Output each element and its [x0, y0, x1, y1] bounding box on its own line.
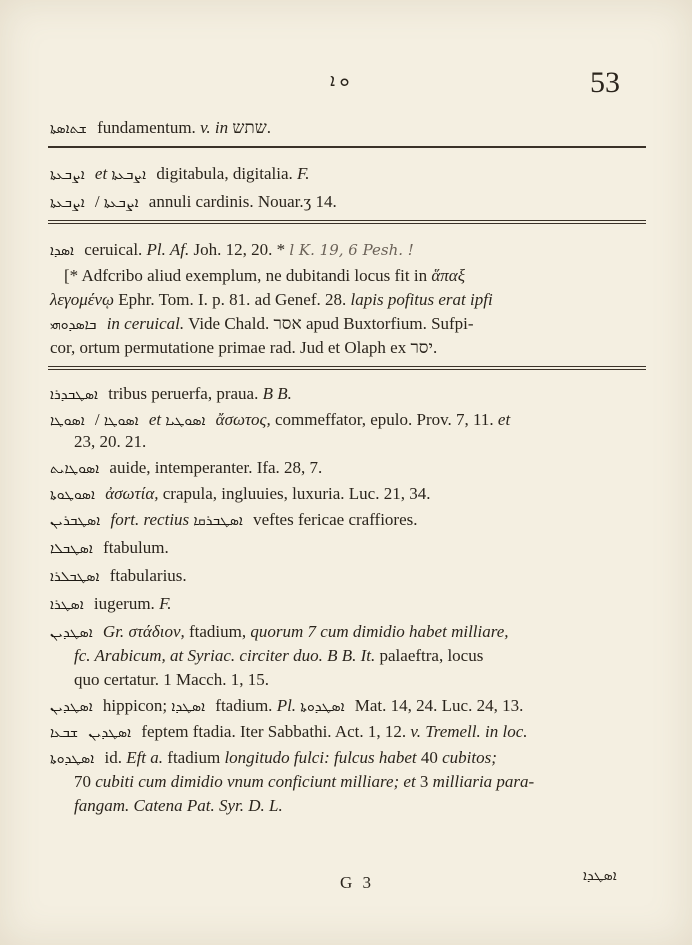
reference-italic: v. in	[200, 118, 229, 137]
definition-text: veftes fericae craffiores.	[253, 510, 418, 529]
grammar-italic: Pl.	[276, 696, 297, 715]
syriac-headword: ܫܬܐܣܬܐ	[50, 121, 87, 137]
definition-text: digitabula, digitalia.	[156, 164, 293, 183]
grammar-italic: Pl. Af.	[146, 240, 190, 259]
definition-text: hippicon;	[102, 696, 168, 715]
entry-line	[50, 796, 669, 816]
entry-line	[50, 670, 669, 690]
hebrew-word: אסר	[273, 314, 302, 333]
entry-line	[50, 266, 659, 286]
source-italic: B B.	[262, 384, 292, 403]
entry-line	[50, 410, 645, 431]
definition-text: ftadium,	[189, 622, 247, 641]
conjunction-italic: et	[148, 410, 162, 429]
syriac-headword: ܐܣܛܒܪܝܢ	[50, 513, 101, 529]
entry-line	[50, 338, 645, 358]
reference-italic: v. Tremell. in loc.	[410, 722, 528, 741]
note-italic: quorum 7 cum dimidio habet milliare,	[250, 622, 509, 641]
grammar-italic: Gr.	[102, 622, 125, 641]
syriac-word: ܒܐܣܕܘܗܝ	[50, 317, 97, 333]
syriac-word: ܐܣܛܒܪܩܐ	[193, 513, 243, 529]
signature-mark: G 3	[340, 873, 375, 892]
syriac-word: ܐܣܛܕܘܬܐ	[300, 699, 345, 715]
definition-text: palaeftra, locus	[379, 646, 484, 665]
note-italic: milliaria para-	[432, 772, 535, 791]
syriac-word: ܐܨܒܥܬܐ	[50, 195, 85, 211]
catchword: ܐܣܛܕܐ	[583, 868, 617, 884]
syriac-headword: ܐܣܘܛܘܬܐ	[50, 487, 95, 503]
note-italic: cubiti cum dimidio vnum conficiunt milliare; et	[95, 772, 416, 791]
note-italic: longitudo fulci: fulcus habet	[224, 748, 417, 767]
entry-line	[50, 290, 645, 310]
syriac-headword: ܐܣܕܐ	[50, 243, 74, 259]
quote-italic: in ceruical.	[106, 314, 185, 333]
separator: /	[94, 192, 100, 211]
definition-text: feptem ftadia. Iter Sabbathi. Act. 1, 12.	[141, 722, 407, 741]
greek-word: ἄσωτος,	[215, 410, 271, 429]
entry-line	[50, 594, 645, 615]
definition-text: tribus peruerfa, praua.	[108, 384, 259, 403]
definition-text: ceruical.	[84, 240, 143, 259]
syriac-headword: ܐܨܒܥܬܐ	[103, 195, 139, 211]
running-head: ܘ ܐ	[330, 70, 350, 90]
greek-word: ἀσωτία,	[105, 484, 159, 503]
entry-line	[50, 240, 645, 261]
source-italic: F.	[159, 594, 172, 613]
note-text: [* Adfcribo aliud exemplum, ne dubitandi locus fit in	[64, 266, 428, 285]
greek-word: ἅπαξ	[431, 266, 465, 285]
note-text: cor, ortum permutatione primae rad. Jud et Olaph ex	[50, 338, 407, 357]
syriac-headword: ܐܣܛܒܠܪܐ	[50, 569, 100, 585]
source-italic: fangam. Catena Pat. Syr. D. L.	[74, 796, 283, 815]
quote-italic: lapis pofitus erat ipfi	[350, 290, 493, 309]
section-rule	[48, 146, 646, 148]
conjunction-italic: et	[94, 164, 108, 183]
syriac-word: ܐܨܒܥܬܐ	[111, 167, 147, 183]
definition-text: annuli cardinis. Nouar.ʒ 14.	[148, 192, 337, 211]
greek-word: λεγομένῳ	[50, 290, 115, 309]
conjunction-italic: et	[497, 410, 511, 429]
syriac-headword: ܐܣܛܕܘܬܐ	[50, 751, 95, 767]
number-text: 70	[74, 772, 91, 791]
entry-line	[50, 646, 669, 666]
definition-text: iugerum.	[93, 594, 155, 613]
entry-line	[50, 748, 645, 769]
entry-line	[50, 384, 645, 405]
entry-line	[50, 164, 645, 185]
hebrew-word: שתש.	[232, 118, 272, 137]
definition-text: commeffator, epulo. Prov. 7, 11.	[274, 410, 494, 429]
definition-text: ftadium	[167, 748, 221, 767]
note-italic: cubitos;	[442, 748, 497, 767]
hebrew-word: יסר.	[410, 338, 438, 357]
entry-line	[50, 484, 645, 505]
syriac-headword: ܐܣܛܒܠܐ	[50, 541, 93, 557]
reference-text: 23, 20. 21.	[74, 432, 147, 451]
page-number: 53	[590, 66, 620, 99]
syriac-headword: ܐܣܛܒܕܪܐ	[50, 387, 98, 403]
entry-line	[50, 510, 645, 531]
syriac-word: ܐܣܘܛܝܐ	[165, 413, 206, 429]
source-italic: B B.	[327, 646, 357, 665]
entry-line	[50, 192, 645, 213]
entry-line	[50, 622, 645, 643]
note-italic: Eft a.	[126, 748, 164, 767]
definition-text: id.	[104, 748, 122, 767]
definition-text: ftabularius.	[109, 566, 187, 585]
entry-line	[50, 538, 645, 559]
section-rule	[48, 366, 646, 367]
syriac-headword: ܐܣܘܛܐܝܬ	[50, 461, 100, 477]
handwritten-note: l K. 19, 6 Pesh. !	[289, 241, 414, 259]
definition-text: auide, intemperanter. Ifa. 28, 7.	[109, 458, 323, 477]
entry-line	[50, 118, 645, 139]
note-italic: It.	[360, 646, 376, 665]
entry-line	[50, 696, 645, 717]
entry-line	[50, 722, 645, 743]
entry-line	[50, 566, 645, 587]
reference-text: Joh. 12, 20. *	[193, 240, 286, 259]
reference-text: Ephr. Tom. I. p. 81. ad Genef. 28.	[118, 290, 347, 309]
note-italic: fort. rectius	[110, 510, 190, 529]
syriac-headword: ܐܣܛܕܝܢ	[50, 625, 93, 641]
definition-text: crapula, ingluuies, luxuria. Luc. 21, 34.	[162, 484, 431, 503]
section-rule	[48, 220, 646, 221]
syriac-word: ܐܣܛܕܐ	[171, 699, 206, 715]
entry-line	[50, 772, 669, 792]
reference-text: Vide Chald.	[188, 314, 270, 333]
number-text: 40	[420, 748, 438, 767]
syriac-headword: ܐܨܒܥܬܐ	[50, 167, 85, 183]
syriac-word: ܫܒܥܐ	[50, 725, 79, 741]
definition-text: fundamentum.	[97, 118, 196, 137]
number-text: 3	[419, 772, 429, 791]
entry-line	[50, 432, 669, 452]
note-italic: fc. Arabicum, at Syriac. circiter duo.	[74, 646, 323, 665]
syriac-headword: ܐܣܘܛܐ	[103, 413, 139, 429]
reference-text: apud Buxtorfium. Sufpi-	[305, 314, 474, 333]
entry-line	[50, 458, 645, 479]
separator: /	[94, 410, 100, 429]
syriac-headword: ܐܣܛܕܝܢ	[50, 699, 93, 715]
greek-word: στάδιον,	[128, 622, 185, 641]
syriac-word: ܐܣܘܛܐ	[50, 413, 85, 429]
definition-text: quo certatur. 1 Macch. 1, 15.	[74, 670, 269, 689]
syriac-headword: ܐܣܛܕܝܢ	[88, 725, 132, 741]
entry-line	[50, 314, 645, 335]
source-italic: F.	[297, 164, 310, 183]
reference-text: Mat. 14, 24. Luc. 24, 13.	[354, 696, 524, 715]
syriac-headword: ܐܣܛܪܐ	[50, 597, 84, 613]
definition-text: ftabulum.	[103, 538, 169, 557]
definition-text: ftadium.	[215, 696, 273, 715]
